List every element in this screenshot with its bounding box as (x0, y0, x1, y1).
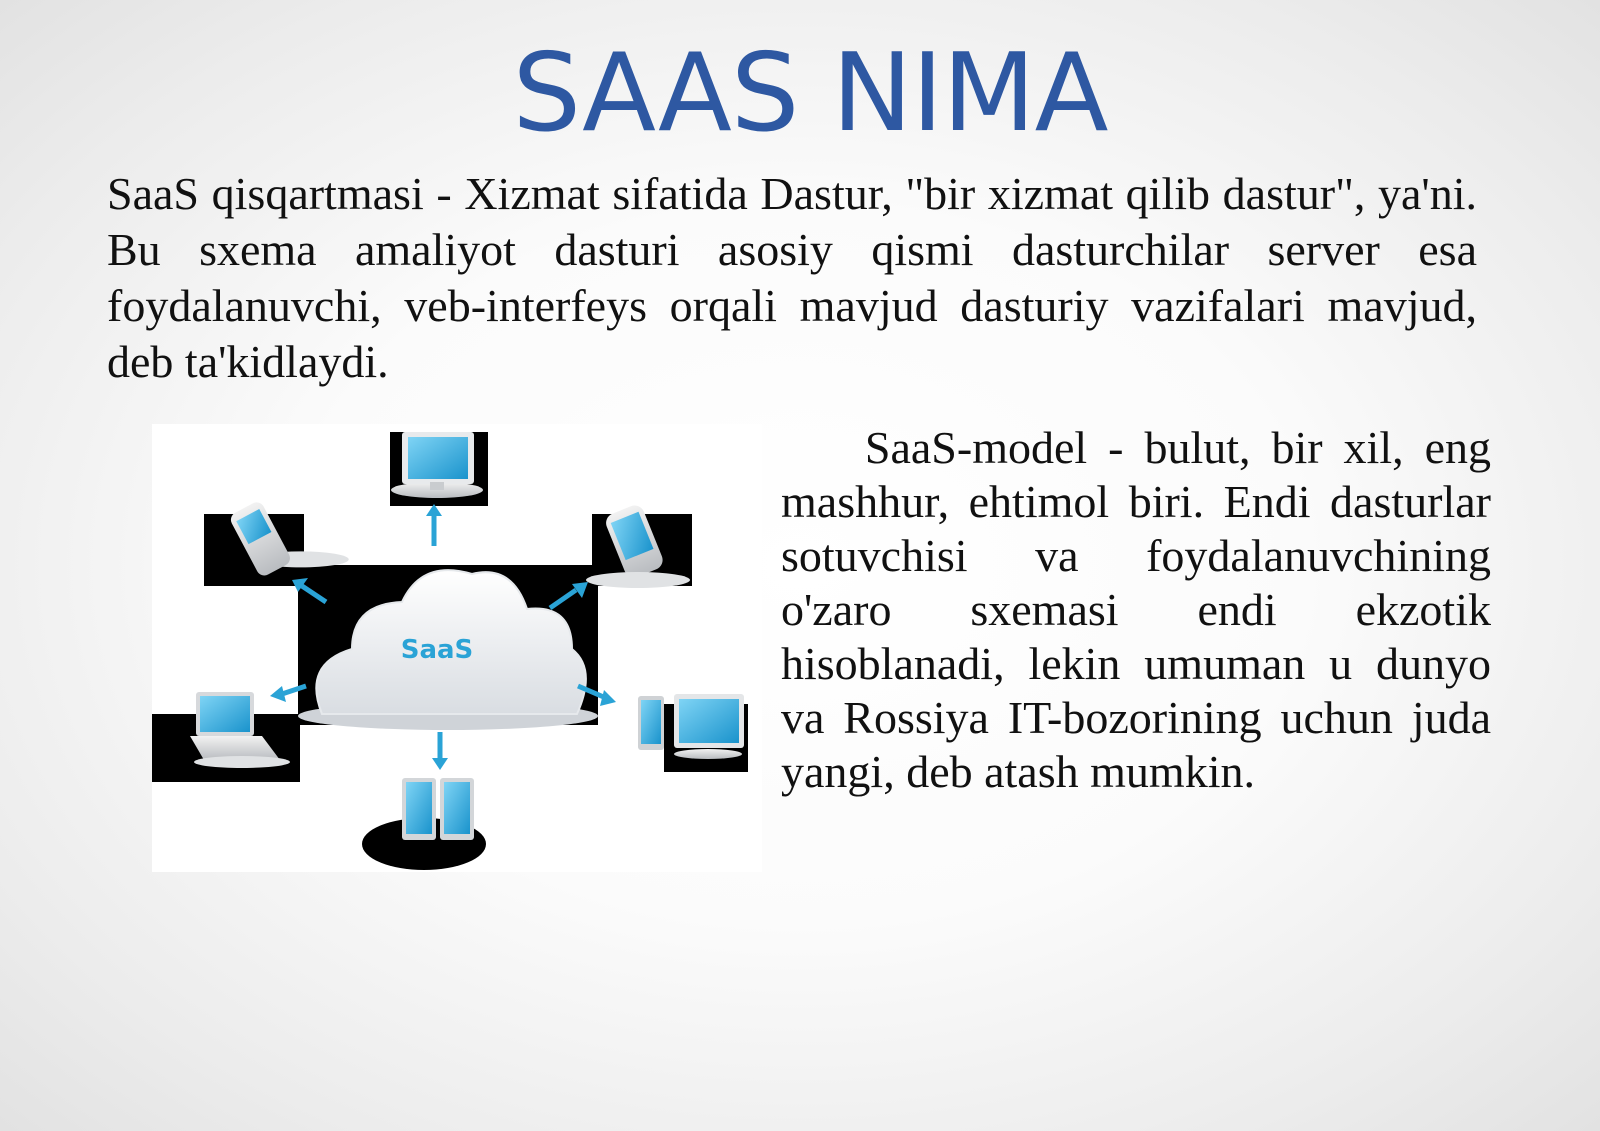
saas-model-paragraph: SaaS-model - bulut, bir xil, eng mashhur, ehtimol biri. Endi dasturlar sotuvchisi va foydalanuvchining o'zaro sxemasi endi ekzotik hisoblanadi, lekin umuman u dunyo va Rossiya IT-bozorining uchun juda yangi, deb atash mumkin. (781, 422, 1514, 797)
slide-title: SAAS NIMA (512, 31, 1108, 156)
cloud-label: SaaS (400, 635, 474, 665)
desktop-monitor-icon (391, 432, 483, 498)
smartphone-shadow (586, 572, 690, 588)
saas-cloud-diagram (152, 424, 762, 872)
intro-paragraph: SaaS qisqartmasi - Xizmat sifatida Dastur, "bir xizmat qilib dastur", ya'ni. Bu sxema amaliyot dasturi asosiy qismi dasturchilar server esa foydalanuvchi, veb-interfeys orqali mavjud dasturiy vazifalari mavjud, deb ta'kidlaydi. (107, 168, 1477, 387)
